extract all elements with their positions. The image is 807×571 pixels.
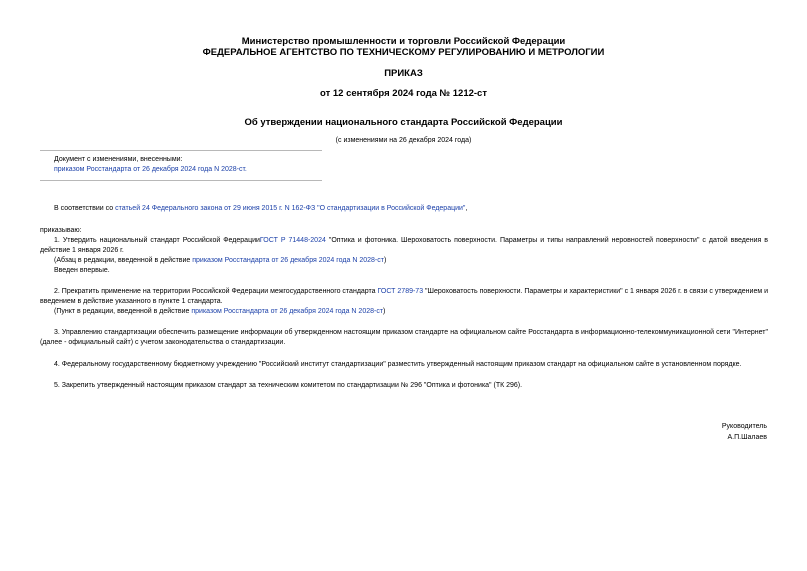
federal-law-link[interactable]: статьей 24 Федерального закона от 29 июня 2015 г. N 162-ФЗ "О стандартизации в Российской Федерации" (115, 205, 466, 212)
changes-box-link[interactable]: приказом Росстандарта от 26 декабря 2024 года N 2028-ст. (54, 166, 247, 173)
signatory-position: Руководитель (721, 423, 767, 430)
order-word: приказываю: (40, 227, 82, 234)
item-1-first-time: Введен впервые. (54, 267, 110, 274)
ministry-name: Министерство промышленности и торговли Российской Федерации (241, 36, 566, 47)
item-1-note-link[interactable]: приказом Росстандарта от 26 декабря 2024 года N 2028-ст (192, 257, 384, 264)
changes-box-label: Документ с изменениями, внесенными: (54, 156, 183, 163)
changes-box-bottom-rule (40, 180, 322, 181)
agency-name: ФЕДЕРАЛЬНОЕ АГЕНТСТВО ПО ТЕХНИЧЕСКОМУ РЕГУЛИРОВАНИЮ И МЕТРОЛОГИИ (202, 47, 605, 58)
changes-box-top-rule (40, 150, 322, 151)
document-type: ПРИКАЗ (384, 68, 423, 79)
item-1-text-before: 1. Утвердить национальный стандарт Российской Федерации (54, 237, 260, 244)
preamble-suffix: , (465, 205, 468, 212)
revision-note: (с изменениями на 26 декабря 2024 года) (335, 137, 472, 144)
item-2-text-before: 2. Прекратить применение на территории Российской Федерации межгосударственного стандарта (54, 288, 378, 295)
item-2-note-link[interactable]: приказом Росстандарта от 26 декабря 2024 года N 2028-ст (191, 308, 384, 315)
item-3: 3. Управлению стандартизации обеспечить размещение информации об утвержденном настоящим приказом стандарте на официальном сайте Росстандарта в информационно-телекоммуникационной сети "Интернет" (далее - официальный сайт) с учетом законодательства о стандартизации. (40, 329, 768, 346)
item-2 (40, 287, 768, 306)
gost-2789-73-link[interactable]: ГОСТ 2789-73 (377, 288, 424, 295)
item-1 (40, 236, 768, 255)
item-2-text-after: "Шероховатость поверхности. Параметры и характеристики" с 1 января 2026 г. в связи с утверждением и введением в действие указанного в пункте 1 стандарта. (40, 288, 769, 305)
item-1-note-prefix: (Абзац в редакции, введенной в действие (54, 257, 193, 264)
item-2-note-prefix: (Пункт в редакции, введенной в действие (54, 308, 192, 315)
item-4: 4. Федеральному государственному бюджетному учреждению "Российский институт стандартизации" разместить утвержденный настоящим приказом стандарт на официальном сайте в установленном порядке. (54, 361, 742, 368)
preamble (40, 204, 768, 214)
item-1-edit-note (54, 256, 386, 266)
item-1-text-after: "Оптика и фотоника. Шероховатость поверхности. Параметры и типы направлений неровностей поверхности" с датой введения в действие 1 января 2026 г. (40, 237, 769, 254)
document-date-number: от 12 сентября 2024 года № 1212-ст (320, 88, 487, 99)
item-5: 5. Закрепить утвержденный настоящим приказом стандарт за техническим комитетом по стандартизации № 296 "Оптика и фотоника" (ТК 296). (54, 382, 523, 389)
item-2-note-suffix: ) (383, 308, 386, 315)
preamble-prefix: В соответствии со (54, 205, 116, 212)
gost-r-71448-link[interactable]: ГОСТ Р 71448-2024 (259, 237, 326, 244)
document-title: Об утверждении национального стандарта Российской Федерации (244, 117, 563, 128)
item-1-note-suffix: ) (383, 257, 387, 264)
signatory-name: А.П.Шалаев (727, 434, 767, 441)
item-2-edit-note (54, 307, 385, 317)
